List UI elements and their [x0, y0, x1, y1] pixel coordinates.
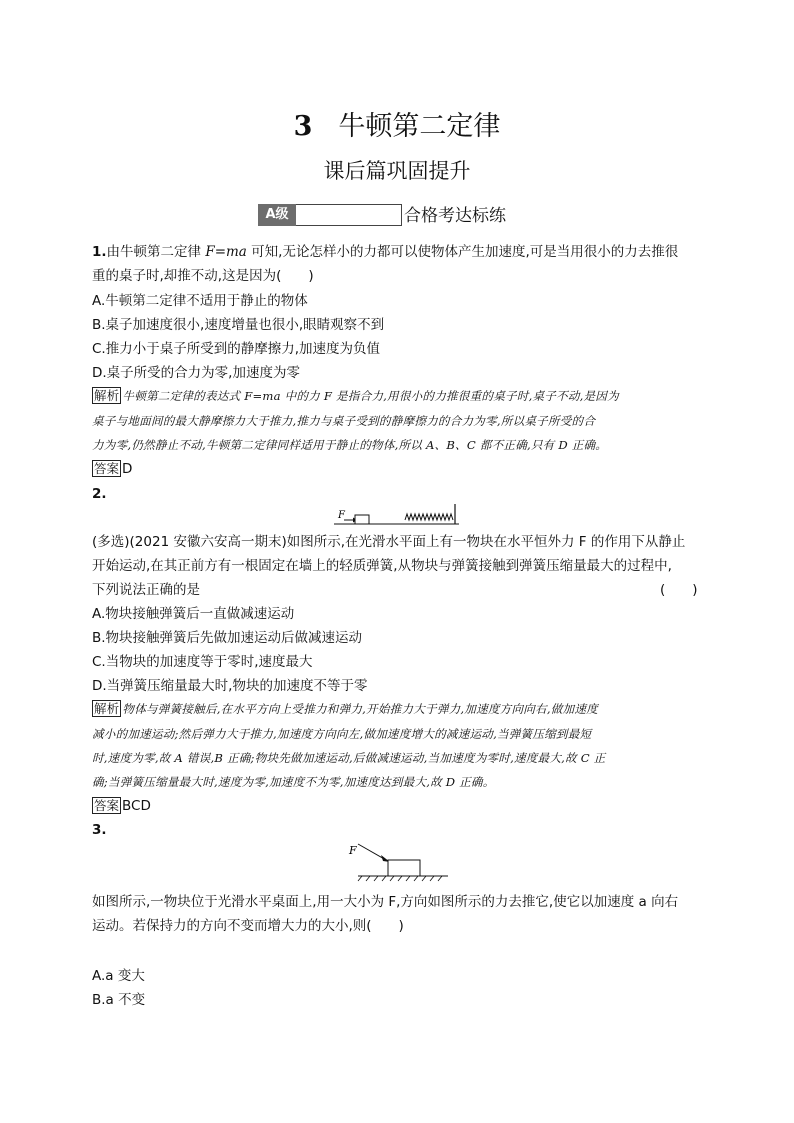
- q1-option-d: D.桌子所受的合力为零,加速度为零: [92, 365, 300, 381]
- q2-option-a: A.物块接触弹簧后一直做减速运动: [92, 606, 295, 622]
- chapter-title: [0, 104, 794, 143]
- q2-spring: [405, 514, 453, 520]
- q1-answer: [92, 459, 132, 479]
- q1-option-a: A.牛顿第二定律不适用于静止的物体: [92, 293, 308, 309]
- q2-analysis-tag: 解析: [94, 701, 120, 716]
- q1-stem-line-2: 重的桌子时,却推不动,这是因为( ): [92, 268, 314, 284]
- q2-analysis-text: 物体与弹簧接触后,在水平方向上受推力和弹力,开始推力大于弹力,加速度方向向右,做加速度: [122, 702, 598, 716]
- q2-analysis-line-2: 减小的加速运动;然后弹力大于推力,加速度方向向左,做加速度增大的减速运动,当弹簧压缩到最短: [92, 727, 592, 741]
- q1-analysis-line-3: 力为零,仍然静止不动,牛顿第二定律同样适用于静止的物体,所以 A、B、C 都不正确,只有 D 正确。: [92, 438, 608, 452]
- q3-block: [388, 860, 420, 876]
- q3-number-text: 3.: [92, 822, 107, 838]
- level-blank-box: [296, 204, 402, 226]
- q2-analysis-line-1: [92, 699, 598, 719]
- q3-option-a: A.a 变大: [92, 968, 145, 984]
- section-subtitle: 课后篇巩固提升: [323, 159, 471, 183]
- q3-stem-line-1: 如图所示,一物块位于光滑水平桌面上,用一大小为 F,方向如图所示的力去推它,使它以加速度 a 向右: [92, 894, 679, 910]
- q1-analysis-tag: 解析: [94, 388, 120, 403]
- q2-block: [355, 515, 369, 524]
- q2-stem-line-1: (多选)(2021 安徽六安高一期末)如图所示,在光滑水平面上有一物块在水平恒外力 F 的作用下从静止: [92, 534, 686, 550]
- q3-stem-line-2: 运动。若保持力的方向不变而增大力的大小,则( ): [92, 918, 404, 934]
- q2-answer-value: BCD: [122, 798, 151, 814]
- q3-force-arrow-shaft: [358, 844, 386, 860]
- q1-number: 1.: [92, 244, 107, 260]
- q2-option-b: B.物块接触弹簧后先做加速运动后做减速运动: [92, 630, 363, 646]
- q3-number: [92, 820, 107, 840]
- q1-stem-text-a: 由牛顿第二定律: [106, 244, 206, 260]
- q1-analysis-text-b: 中的力 F 是指合力,用很小的力推很重的桌子时,桌子不动,是因为: [280, 389, 619, 403]
- q1-stem-line-1: [92, 242, 678, 262]
- q2-option-c: C.当物块的加速度等于零时,速度最大: [92, 654, 313, 670]
- q1-analysis-formula: F=ma: [244, 389, 281, 403]
- q3-block-figure: [340, 838, 450, 886]
- level-badge: A级: [258, 204, 296, 226]
- chapter-title-text: 牛顿第二定律: [338, 111, 501, 142]
- q1-stem-text-b: 可知,无论怎样小的力都可以使物体产生加速度,可是当用很小的力去推很: [246, 244, 679, 260]
- q1-formula: F=ma: [205, 244, 247, 260]
- q2-number-text: 2.: [92, 486, 107, 502]
- q1-option-b: B.桌子加速度很小,速度增量也很小,眼睛观察不到: [92, 317, 385, 333]
- q2-answer-paren: ( ): [660, 582, 698, 598]
- q1-answer-value: D: [122, 461, 133, 477]
- q2-answer-tag: 答案: [94, 798, 120, 813]
- q2-option-d: D.当弹簧压缩量最大时,物块的加速度不等于零: [92, 678, 368, 694]
- q1-analysis-text-a: 牛顿第二定律的表达式: [122, 389, 245, 403]
- q2-spring-figure: [334, 502, 464, 528]
- q1-analysis-line-2: 桌子与地面间的最大静摩擦力大于推力,推力与桌子受到的静摩擦力的合力为零,所以桌子所受的合: [92, 414, 596, 428]
- level-label: 合格考达标练: [404, 206, 506, 226]
- q3-force-label: F: [349, 844, 357, 857]
- q2-stem-line-2: 开始运动,在其正前方有一根固定在墙上的轻质弹簧,从物块与弹簧接触到弹簧压缩量最大的过程中,: [92, 558, 672, 574]
- q3-option-b: B.a 不变: [92, 992, 146, 1008]
- q2-force-label: F: [338, 510, 345, 521]
- q3-ground-hatch: [358, 876, 442, 881]
- q2-stem-line-3: 下列说法正确的是: [92, 582, 200, 598]
- q1-option-c: C.推力小于桌子所受到的静摩擦力,加速度为负值: [92, 341, 381, 357]
- q2-analysis-line-4: 确;当弹簧压缩量最大时,速度为零,加速度不为零,加速度达到最大,故 D 正确。: [92, 775, 495, 789]
- q2-analysis-line-3: 时,速度为零,故 A 错误,B 正确;物块先做加速运动,后做减速运动,当加速度为零时,速度最大,故 C 正: [92, 751, 606, 765]
- q2-number: [92, 484, 107, 504]
- q1-analysis-line-1: [92, 386, 619, 406]
- chapter-number: 3: [293, 111, 313, 142]
- q2-answer: [92, 796, 151, 816]
- level-heading: [258, 202, 506, 226]
- q1-answer-tag: 答案: [94, 461, 120, 476]
